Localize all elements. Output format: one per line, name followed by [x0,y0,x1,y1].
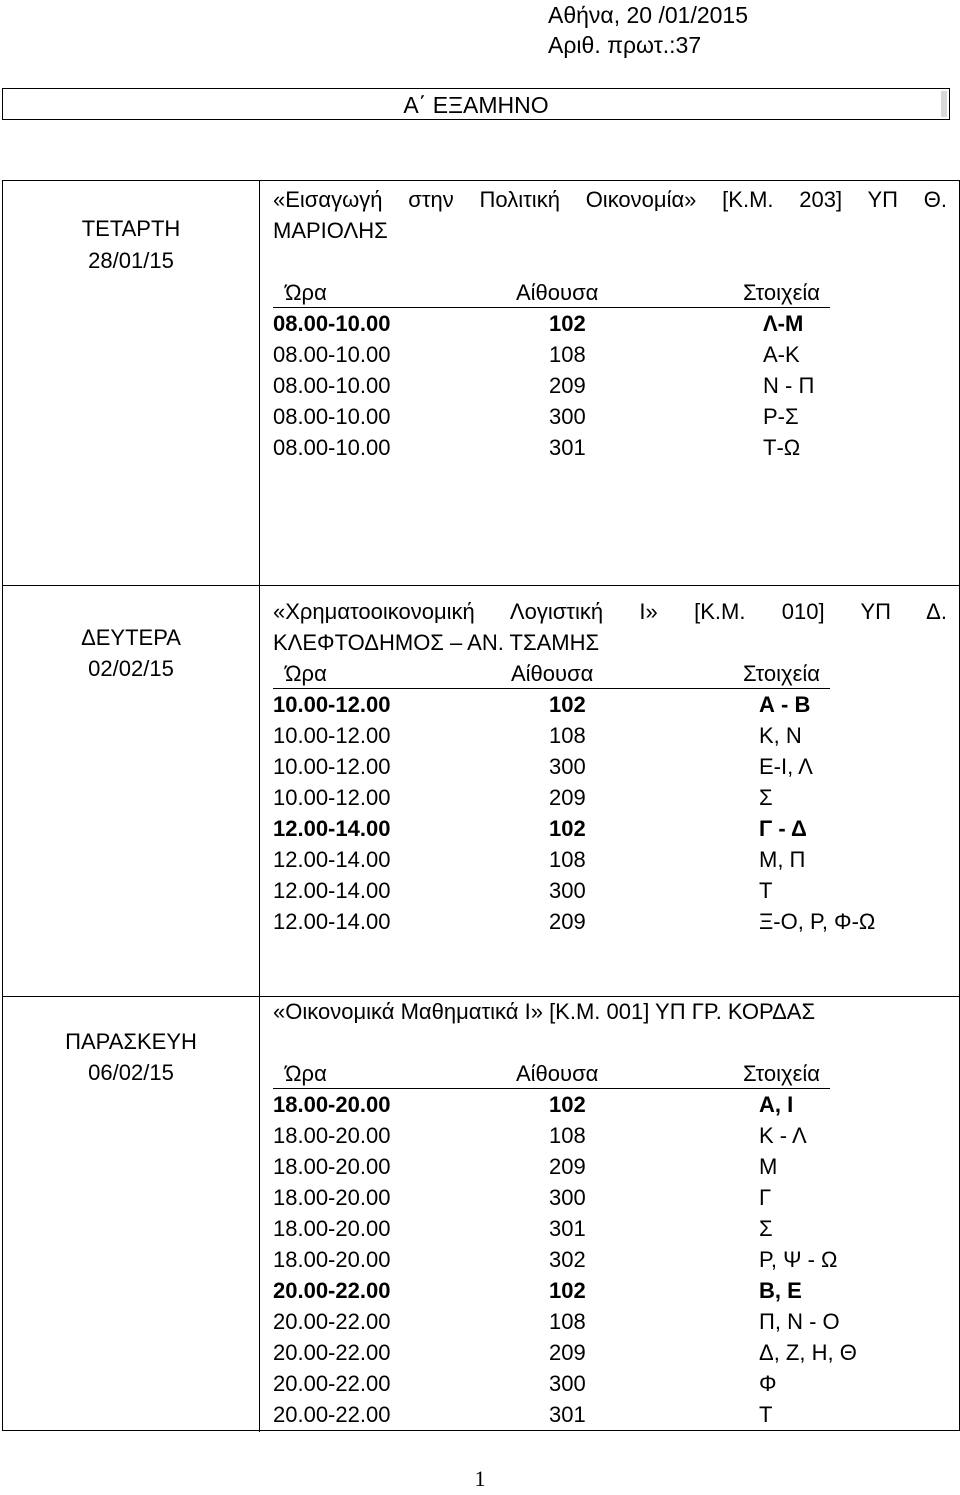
schedule-header [273,658,830,689]
document-header [548,0,748,60]
exam-time: 20.00-22.00 [273,1402,391,1427]
exam-room: 102 [549,1278,586,1303]
exam-info: Τ [759,1402,773,1427]
exam-time: 18.00-20.00 [273,1185,391,1210]
exam-info: Γ [759,1185,772,1210]
col-room: Αίθουσα [511,661,594,686]
exam-time: 08.00-10.00 [273,373,391,398]
semester-banner [2,88,950,120]
exam-room: 300 [549,754,586,779]
schedule-row [273,1368,873,1399]
exam-info: Κ - Λ [759,1123,807,1148]
schedule-row [273,875,873,906]
exam-info: Σ [759,1216,773,1241]
col-time: Ώρα [285,1061,327,1086]
exam-time: 20.00-22.00 [273,1371,391,1396]
day-cell [3,181,260,585]
exam-info: Φ [759,1371,777,1396]
exam-time: 08.00-10.00 [273,342,391,367]
exam-time: 08.00-10.00 [273,311,391,336]
place-date: Αθήνα, 20 /01/2015 [548,2,749,28]
exam-time: 10.00-12.00 [273,785,391,810]
exam-info: Μ [759,1154,778,1179]
col-info: Στοιχεία [743,661,821,686]
schedule-row [273,1306,873,1337]
exam-time: 18.00-20.00 [273,1154,391,1179]
exam-info: Μ, Π [759,847,806,872]
day-name: ΤΕΤΑΡΤΗ [81,216,181,241]
exam-info: Α-Κ [763,342,800,367]
schedule-row [273,1399,873,1430]
exam-time: 12.00-14.00 [273,909,391,934]
exam-time: 08.00-10.00 [273,404,391,429]
exam-room: 209 [549,909,586,934]
exam-room: 108 [549,847,586,872]
schedule-row [273,1244,873,1275]
exam-time: 08.00-10.00 [273,435,391,460]
exam-room: 108 [549,723,586,748]
schedule-row [273,813,873,844]
exam-time: 10.00-12.00 [273,723,391,748]
exam-room: 102 [549,1092,586,1117]
exam-room: 108 [549,1309,586,1334]
exam-room: 302 [549,1247,586,1272]
schedule-header [273,1058,830,1089]
schedule-row [273,906,876,937]
exam-time: 20.00-22.00 [273,1278,391,1303]
course-instructor: ΜΑΡΙΟΛΗΣ [273,218,388,243]
exam-room: 209 [549,1340,586,1365]
schedule-row [273,689,873,720]
course-instructor: ΚΛΕΦΤΟΔΗΜΟΣ – ΑΝ. ΤΣΑΜΗΣ [273,630,600,655]
page-number: 1 [474,1466,486,1491]
exam-room: 300 [549,404,586,429]
exam-room: 209 [549,1154,586,1179]
course-cell [273,596,947,934]
exam-room: 301 [549,1216,586,1241]
exam-room: 301 [549,435,586,460]
exam-time: 10.00-12.00 [273,754,391,779]
day-name: ΔΕΥΤΕΡΑ [81,625,181,650]
exam-room: 102 [549,692,586,717]
schedule-row [273,1275,873,1306]
course-title: «Εισαγωγή στην Πολιτική Οικονομία» [Κ.Μ. 203] ΥΠ Θ. [273,187,947,212]
schedule-row [273,1213,873,1244]
day-date: 06/02/15 [88,1060,174,1085]
semester-title: Α΄ ΕΞΑΜΗΝΟ [403,92,549,118]
exam-room: 209 [549,785,586,810]
exam-room: 301 [549,1402,586,1427]
banner-shade [941,91,947,117]
exam-info: Τ-Ω [763,435,801,460]
exam-row [3,996,959,1432]
schedule-row [273,1182,873,1213]
schedule-row [273,432,873,463]
course-title: «Οικονομικά Μαθηματικά Ι» [Κ.Μ. 001] ΥΠ ΓΡ. ΚΟΡΔΑΣ [273,999,816,1024]
schedule-row [273,308,873,339]
exam-info: Β, Ε [759,1278,802,1303]
schedule-row [273,1120,873,1151]
exam-info: Ρ-Σ [763,404,799,429]
exam-room: 300 [549,878,586,903]
exam-time: 12.00-14.00 [273,878,391,903]
exam-row [3,181,959,586]
day-cell [3,996,260,1432]
exam-info: Λ-Μ [763,311,804,336]
exam-schedule-table [2,180,960,1431]
schedule-row [273,401,873,432]
schedule-row [273,1089,873,1120]
exam-info: Τ [759,878,773,903]
exam-info: Ξ-Ο, Ρ, Φ-Ω [759,909,876,934]
exam-room: 300 [549,1185,586,1210]
protocol-number: Αριθ. πρωτ.:37 [548,32,702,58]
schedule-row [273,720,873,751]
schedule-row [273,844,873,875]
exam-info: Π, Ν - Ο [759,1309,840,1334]
exam-info: Ν - Π [763,373,815,398]
col-time: Ώρα [285,661,327,686]
schedule-row [273,1151,873,1182]
col-room: Αίθουσα [516,280,599,305]
course-cell [273,184,947,460]
col-info: Στοιχεία [743,1061,821,1086]
schedule-header [273,277,830,308]
day-cell [3,585,260,996]
exam-time: 12.00-14.00 [273,816,391,841]
exam-room: 102 [549,311,586,336]
exam-info: Α, Ι [759,1092,794,1117]
course-cell [273,996,947,1427]
schedule-row [273,782,873,813]
exam-time: 20.00-22.00 [273,1309,391,1334]
exam-row [3,585,959,997]
exam-time: 18.00-20.00 [273,1123,391,1148]
exam-time: 18.00-20.00 [273,1092,391,1117]
exam-room: 300 [549,1371,586,1396]
exam-info: Ρ, Ψ - Ω [759,1247,838,1272]
schedule-row [273,339,873,370]
exam-time: 18.00-20.00 [273,1216,391,1241]
exam-room: 102 [549,816,586,841]
exam-info: Σ [759,785,773,810]
exam-info: Ε-Ι, Λ [759,754,813,779]
col-room: Αίθουσα [516,1061,599,1086]
day-date: 28/01/15 [88,248,174,273]
exam-time: 20.00-22.00 [273,1340,391,1365]
exam-info: Γ - Δ [759,816,807,841]
col-info: Στοιχεία [743,280,821,305]
exam-room: 108 [549,1123,586,1148]
exam-info: Κ, Ν [759,723,802,748]
day-name: ΠΑΡΑΣΚΕΥΗ [65,1029,197,1054]
schedule-row [273,1337,873,1368]
course-title: «Χρηματοοικονομική Λογιστική Ι» [Κ.Μ. 010] ΥΠ Δ. [273,599,947,624]
exam-room: 108 [549,342,586,367]
exam-time: 18.00-20.00 [273,1247,391,1272]
schedule-row [273,751,873,782]
exam-time: 12.00-14.00 [273,847,391,872]
day-date: 02/02/15 [88,656,174,681]
exam-info: Α - Β [759,692,811,717]
schedule-row [273,370,873,401]
exam-info: Δ, Ζ, Η, Θ [759,1340,857,1365]
col-time: Ώρα [285,280,327,305]
exam-time: 10.00-12.00 [273,692,391,717]
exam-room: 209 [549,373,586,398]
